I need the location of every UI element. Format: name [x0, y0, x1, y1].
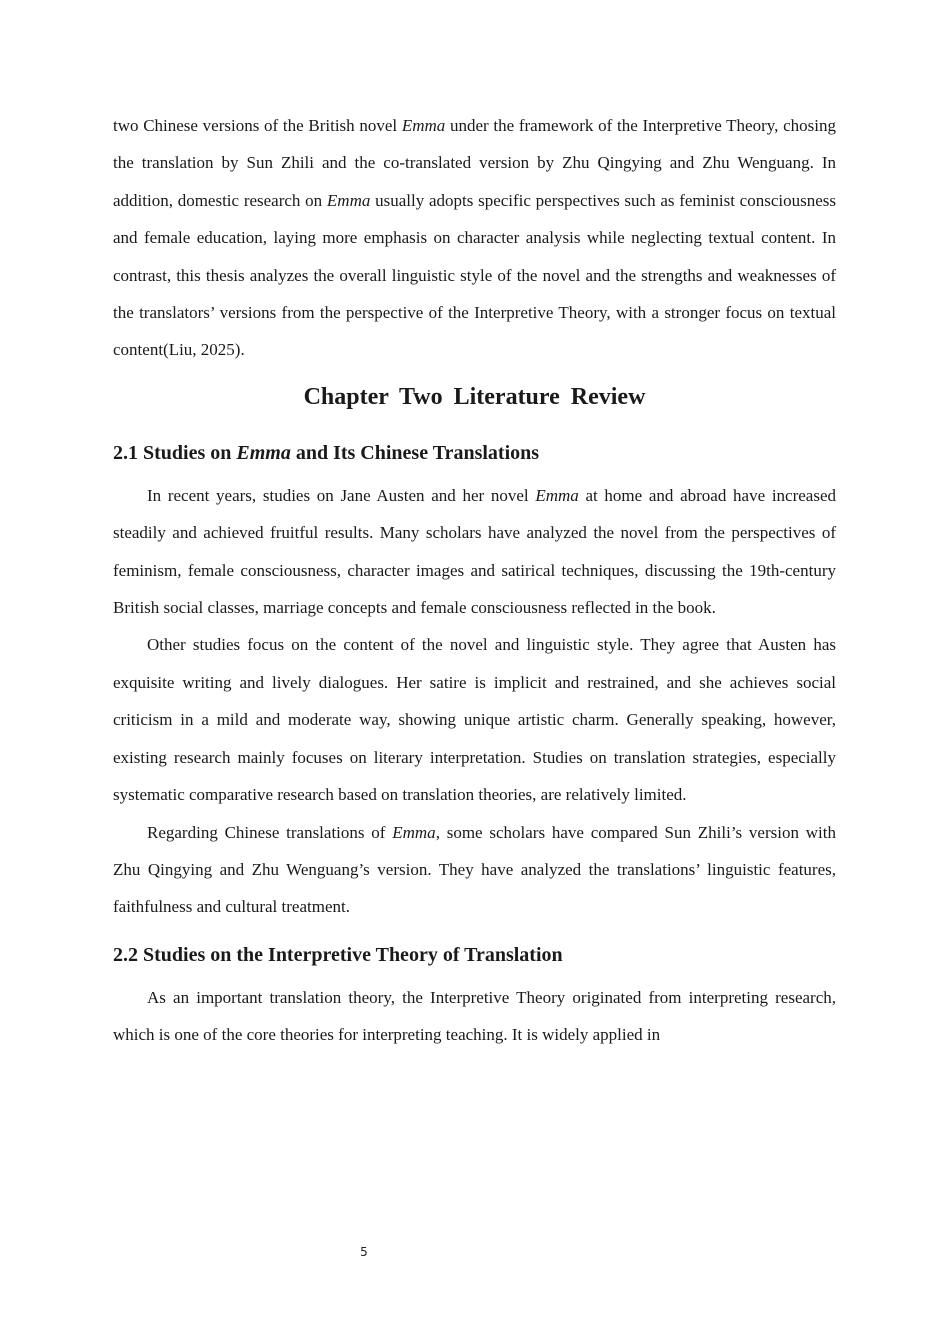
text-span: 2.1 Studies on: [113, 441, 237, 464]
text-span: usually adopts specific perspectives such as feminist consciousness and female education, laying more emphasis on character analysis while neglecting textual content. In contrast, this thesis analyzes the overall linguistic style of the novel and the strengths and weaknesses of the translators’ versions from the perspective of the Interpretive Theory, with a stronger focus on textual content(Liu, 2025).: [113, 190, 837, 360]
paragraph-interpretive-theory: As an important translation theory, the Interpretive Theory originated from interpreting research, which is one of the core theories for interpreting teaching. It is widely applied in: [113, 987, 836, 1045]
paragraph-studies-intro: [113, 477, 836, 627]
text-span: In recent years, studies on Jane Austen and her novel: [147, 485, 536, 505]
page-number: 5: [360, 1245, 368, 1259]
text-span: under the framework of the Interpretive Theory, chosing the translation by Sun Zhili and the co-translated version by Zhu Qingying and Zhu Wenguang. In addition, domestic research on: [113, 116, 836, 210]
paragraph-linguistic-style: Other studies focus on the content of the novel and linguistic style. They agree that Austen has exquisite writing and lively dialogues. Her satire is implicit and restrained, and she achieves social criticism in a mild and moderate way, showing unique artistic charm. Generally speaking, however, existing research mainly focuses on literary interpretation. Studies on translation strategies, especially systematic comparative research based on translation theories, are relatively limited.: [113, 635, 836, 805]
text-span: , some scholars have compared Sun Zhili’s version with Zhu Qingying and Zhu Wenguang’s version. They have analyzed the translations’ linguistic features, faithfulness and cultural treatment.: [113, 822, 836, 917]
text-span: at home and abroad have increased steadily and achieved fruitful results. Many scholars have analyzed the novel from the perspectives of feminism, female consciousness, character images and satirical techniques, discussing the 19th-century British social classes, marriage concepts and female consciousness reflected in the book.: [113, 485, 836, 618]
novel-title-emphasis: Emma: [401, 116, 446, 135]
document-page: [113, 107, 836, 1054]
paragraph-intro-continued: [113, 107, 836, 369]
section-heading-2-2: 2.2 Studies on the Interpretive Theory of Translation: [113, 943, 563, 966]
text-span: Regarding Chinese translations of: [147, 822, 393, 842]
text-span: and Its Chinese Translations: [290, 441, 540, 464]
novel-title-emphasis: Emma: [326, 190, 371, 210]
text-span: two Chinese versions of the British novel: [113, 116, 402, 135]
paragraph-chinese-translations: [113, 814, 836, 926]
novel-title-emphasis: Emma: [392, 822, 436, 842]
novel-title-emphasis: Emma: [535, 485, 579, 505]
chapter-title: Chapter Two Literature Review: [303, 383, 646, 410]
section-heading-2-1: [113, 438, 836, 468]
novel-title-emphasis: Emma: [236, 441, 291, 464]
